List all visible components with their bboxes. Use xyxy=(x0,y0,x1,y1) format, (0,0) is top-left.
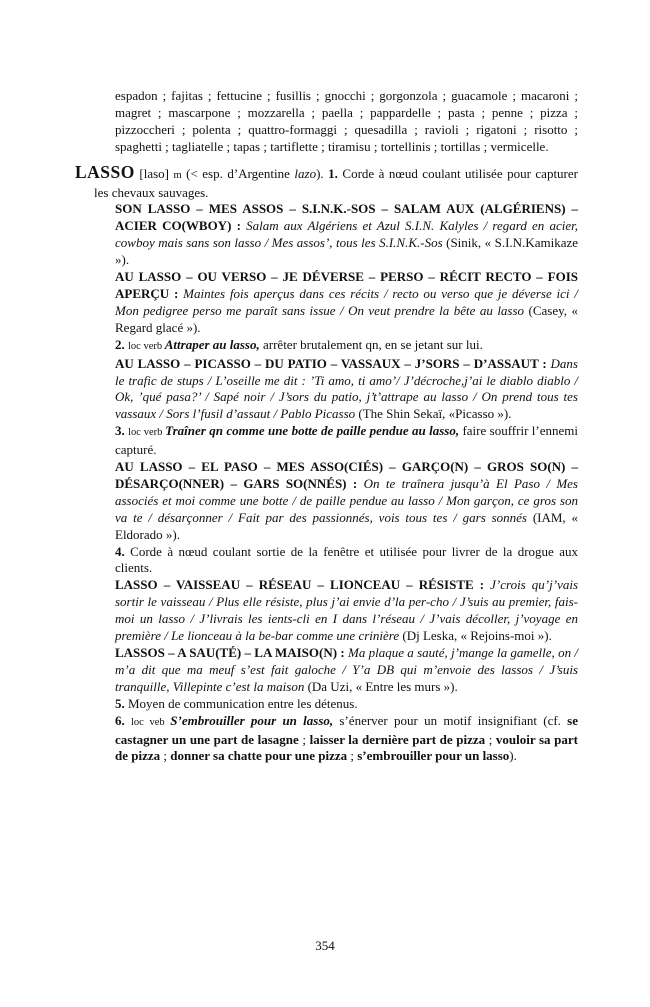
text-run: lazo xyxy=(294,165,317,181)
text-run: s’énerver pour un motif insignifiant (cf. xyxy=(333,712,568,728)
text-run: LASSO – VAISSEAU – RÉSEAU – LIONCEAU – RÉSISTE : xyxy=(115,577,491,593)
text-run: ). xyxy=(509,748,517,764)
text-run: (Da Uzi, « Entre les murs »). xyxy=(307,678,458,694)
text-run: Corde à nœud coulant sortie de la fenêtre et utilisée pour livrer de la drogue aux clients. xyxy=(115,543,578,576)
text-run: Traîner qn comme une botte de paille pendue au lasso, xyxy=(165,423,460,439)
page-number: 354 xyxy=(315,938,335,953)
text-run: ; xyxy=(298,731,310,747)
text-run: (IAM, « Eldorado »). xyxy=(115,509,578,542)
text-run: se castagner un une part de lasagne xyxy=(115,712,579,747)
paragraph xyxy=(115,577,578,645)
text-run: ). xyxy=(316,165,329,181)
text-run: faire souffrir l’ennemi capturé. xyxy=(115,423,578,458)
paragraph xyxy=(115,269,578,337)
paragraph xyxy=(115,459,578,544)
paragraph xyxy=(115,356,578,424)
text-run: (The Shin Sekaï, «Picasso »). xyxy=(358,406,512,422)
text-run: m xyxy=(173,169,182,181)
text-run: (Sinik, « S.I.N.Kamikaze »). xyxy=(115,235,579,268)
text-run: s’embrouiller pour un lasso xyxy=(357,748,510,764)
text-run: J’crois qu’j’vais sortir le vaisseau / Plus elle résiste, plus j’ai envie d’la per-cho / J’suis au premier, fais-moi un lasso / J’livrais les ients-cli en I dans l’réseau / J’vais décoller, j’voyage en première / Le lionceau à la be-bar comme une crinière xyxy=(115,577,579,644)
paragraph xyxy=(115,337,578,356)
text-run: Maintes fois aperçus dans ces récits / recto ou verso que je déverse ici / Mon pedigree perso me paraît sans issue / On veut prendre la bête au lasso xyxy=(115,285,578,318)
text-run: Dans le trafic de stups / L’oseille me dit : ’Ti amo, ti amo’/ J’décroche,j’ai le diablo diablo / Ok, ’qué pasa?’ / Sapé noir / J’sors du patio, j’t’attrape au lasso / On prend tous tes vassaux / Sors l’fusil d’assaut / Pablo Picasso xyxy=(115,355,578,422)
text-run: 4. xyxy=(115,543,125,559)
text-run: AU LASSO – OU VERSO – JE DÉVERSE – PERSO – RÉCIT RECTO – FOIS APERÇU : xyxy=(115,269,578,301)
text-run: (Casey, « Regard glacé »). xyxy=(115,302,578,335)
text-run: espadon ; fajitas ; fettucine ; fusillis ; gnocchi ; gorgonzola ; guacamole ; macaroni ; magret ; mascarpone ; mozzarella ; paella ; pappardelle ; pasta ; penne ; pizza ; pizzoccheri ; polenta ; quattro-formaggi ; quesadilla ; ravioli ; rigatoni ; risotto ; spaghetti ; tagliatelle ; tapas ; tartiflette ; tiramisu ; tortellinis ; tortillas ; vermicelle. xyxy=(115,88,578,154)
paragraph xyxy=(115,423,578,459)
text-run: AU LASSO – EL PASO – MES ASSO(CIÉS) – GARÇO(N) – GROS SO(N) – DÉSARÇO(NNER) – GARS SO(NNÉS) : xyxy=(115,459,578,491)
text-run: (Dj Leska, « Rejoins-moi »). xyxy=(402,628,552,644)
text-run: SON LASSO – MES ASSOS – S.I.N.K.-SOS – SALAM AUX (ALGÉRIENS) – ACIER CO(WBOY) : xyxy=(115,201,578,234)
text-run: laisser la dernière part de pizza xyxy=(309,731,486,747)
text-run: 1. xyxy=(328,165,338,181)
paragraph xyxy=(115,88,578,156)
text-run: [laso] xyxy=(134,165,174,181)
paragraph xyxy=(75,161,578,202)
text-block xyxy=(75,88,578,765)
paragraph xyxy=(115,696,578,713)
text-run: 5. xyxy=(115,695,125,711)
text-run: ; xyxy=(347,748,358,764)
text-run: ; xyxy=(485,731,496,747)
text-run: LASSOS – A SAU(TÉ) – LA MAISO(N) : xyxy=(115,645,348,660)
text-run: vouloir sa part de pizza xyxy=(115,731,578,764)
paragraph xyxy=(115,713,578,766)
text-run: Ma plaque a sauté, j’mange la gamelle, on / m’a dit que ma meuf s’est fait galoche / Y’a DB qui m’envoie des lassos / J’suis tranquille, Villepinte c’est la maison xyxy=(115,645,578,694)
text-run: (< esp. d’Argentine xyxy=(181,165,295,181)
text-run: ; xyxy=(160,748,171,764)
text-run: On te traînera jusqu’à El Paso / Mes associés et moi comme une botte / de paille pendue au lasso / Mon garçon, ce gros son va te / désarçonner / Fait par des passionnés, vois tous tes / gars sonnés xyxy=(115,475,578,525)
text-run: loc veb xyxy=(131,716,171,728)
paragraph xyxy=(115,201,578,269)
text-run: arrêter brutalement qn, en se jetant sur lui. xyxy=(259,336,483,352)
text-run: AU LASSO – PICASSO – DU PATIO – VASSAUX – J’SORS – D’ASSAUT : xyxy=(115,355,551,371)
text-run: LASSO xyxy=(75,161,135,182)
text-run: Salam aux Algériens et Azul S.I.N. Kalyles / regard en acier, cowboy mais sans son lasso / Mes assos’, tous les S.I.N.K.-Sos xyxy=(115,218,578,251)
text-run: 3. xyxy=(115,423,129,439)
paragraph xyxy=(115,645,578,696)
paragraph xyxy=(115,544,578,578)
text-run: S’embrouiller pour un lasso, xyxy=(170,712,334,728)
text-run: Attraper au lasso, xyxy=(164,336,260,352)
text-run: loc verb xyxy=(128,427,166,439)
text-run: Moyen de communication entre les détenus. xyxy=(124,695,358,711)
text-run: loc verb xyxy=(128,340,165,352)
text-run: 2. xyxy=(115,336,128,352)
text-run: donner sa chatte pour une pizza xyxy=(170,748,348,764)
text-run: 6. xyxy=(115,712,132,728)
text-run: Corde à nœud coulant utilisée pour capturer les chevaux sauvages. xyxy=(94,165,578,200)
